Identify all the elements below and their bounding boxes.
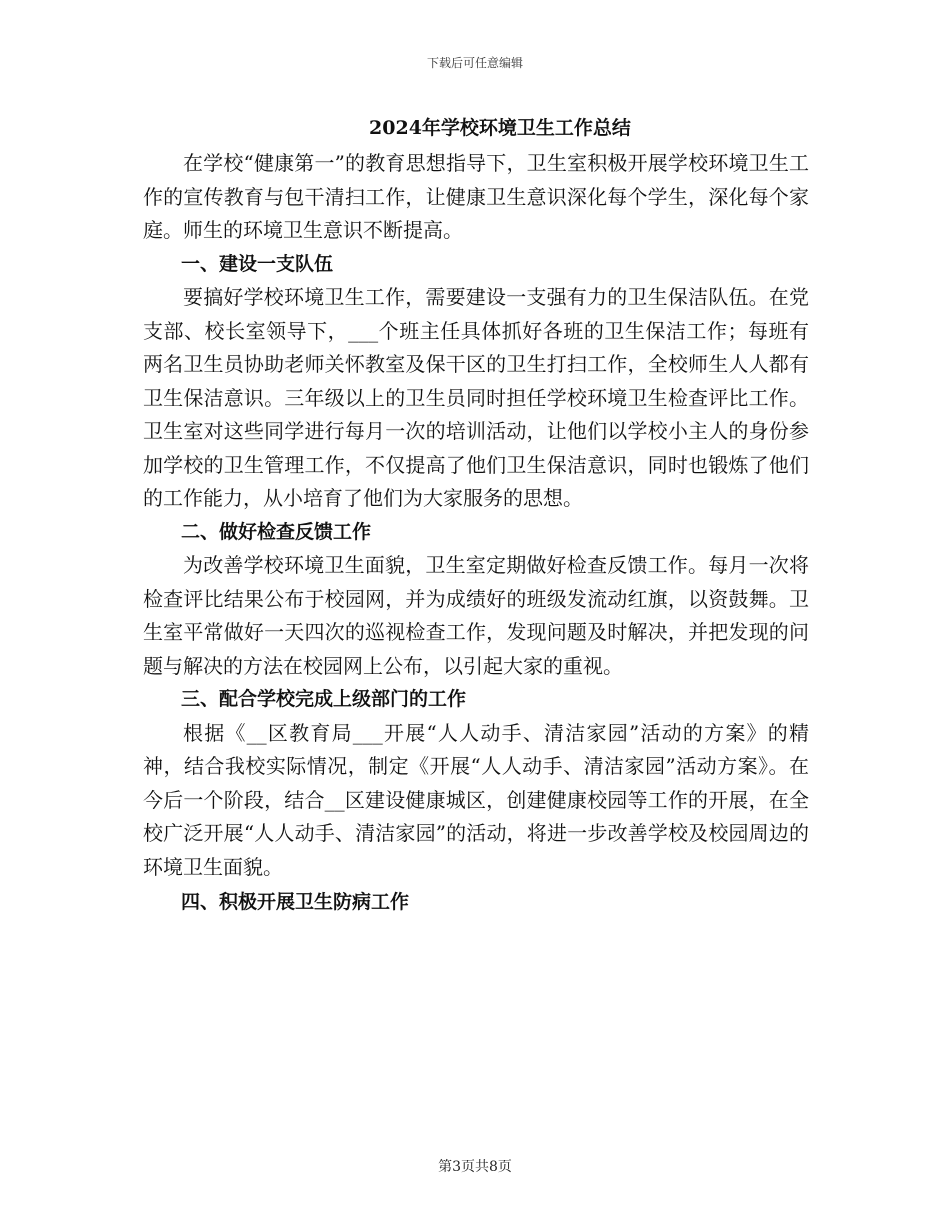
section-body-2: 为改善学校环境卫生面貌，卫生室定期做好检查反馈工作。每月一次将检查评比结果公布于校园网，并为成绩好的班级发流动红旗，以资鼓舞。卫生室平常做好一天四次的巡视检查工作，发现问题及时解决，并把发现的问题与解决的方法在校园网上公布，以引起大家的重视。	[143, 553, 809, 678]
page-footer-number: 第3页共8页	[438, 1159, 512, 1175]
section-heading-1: 一、建设一支队伍	[181, 252, 334, 275]
section-heading-3: 三、配合学校完成上级部门的工作	[181, 688, 467, 710]
page-header-note: 下载后可任意编辑	[426, 56, 523, 70]
section-body-1: 要搞好学校环境卫生工作，需要建设一支强有力的卫生保洁队伍。在党支部、校长室领导下，___个班主任具体抓好各班的卫生保洁工作；每班有两名卫生员协助老师关怀教室及保干区的卫生打扫工作，全校师生人人都有卫生保洁意识。三年级以上的卫生员同时担任学校环境卫生检查评比工作。卫生室对这些同学进行每月一次的培训活动，让他们以学校小主人的身份参加学校的卫生管理工作，不仅提高了他们卫生保洁意识，同时也锻炼了他们的工作能力，从小培育了他们为大家服务的思想。	[143, 285, 809, 510]
section-body-3: 根据《__区教育局___开展“人人动手、清洁家园”活动的方案》的精神，结合我校实际情况，制定《开展“人人动手、清洁家园”活动方案》。在今后一个阶段，结合__区建设健康城区，创建健康校园等工作的开展，在全校广泛开展“人人动手、清洁家园”的活动，将进一步改善学校及校园周边的环境卫生面貌。	[143, 720, 809, 879]
section-heading-4: 四、积极开展卫生防病工作	[181, 891, 410, 913]
document-title: 2024年学校环境卫生工作总结	[369, 117, 631, 139]
document-body	[143, 147, 809, 920]
section-heading-2: 二、做好检查反馈工作	[181, 520, 372, 543]
intro-paragraph: 在学校“健康第一”的教育思想指导下，卫生室积极开展学校环境卫生工作的宣传教育与包干清扫工作，让健康卫生意识深化每个学生，深化每个家庭。师生的环境卫生意识不断提高。	[143, 151, 809, 242]
